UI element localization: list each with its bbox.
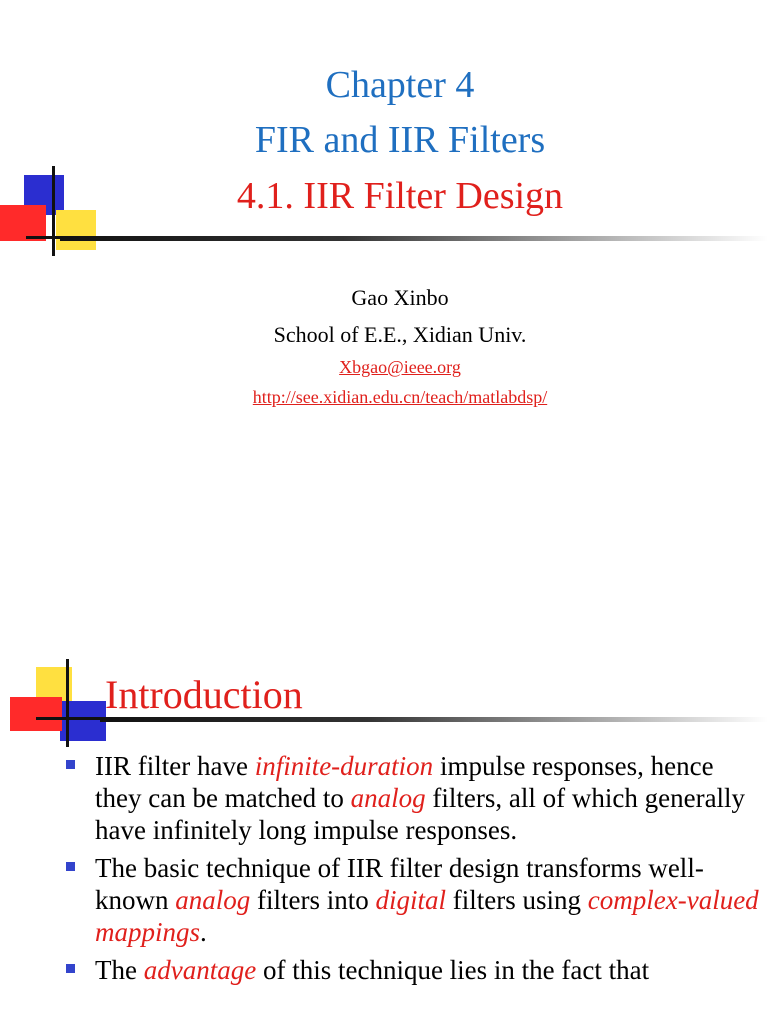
square-bullet-icon [66, 760, 75, 769]
bullet-text: filters using [446, 885, 588, 915]
author-name: Gao Xinbo [351, 285, 449, 310]
bullet-text: filters, all of which generally have infinitely long impulse responses. [95, 783, 746, 845]
introduction-divider [100, 717, 768, 722]
title-divider [60, 236, 768, 241]
author-school: School of E.E., Xidian Univ. [273, 322, 527, 347]
author-email-link[interactable]: Xbgao@ieee.org [339, 357, 461, 377]
bullet-highlight: advantage [143, 955, 257, 985]
bullet-highlight: analog [175, 885, 251, 915]
square-bullet-icon [66, 862, 75, 871]
section-title: 4.1. IIR Filter Design [236, 175, 564, 217]
bullet-item [66, 954, 766, 986]
bullet-text: filters into [250, 885, 376, 915]
bullet-text: The basic technique of IIR filter design transforms well-known [95, 853, 704, 915]
bullet-text: of this technique lies in the fact that [256, 955, 650, 985]
introduction-slide [0, 655, 768, 1024]
bullet-highlight: digital [375, 885, 447, 915]
bullet-list [66, 750, 766, 992]
chapter-title: Chapter 4 [325, 64, 475, 106]
introduction-title: Introduction [105, 672, 303, 717]
bullet-text: The [95, 955, 144, 985]
square-bullet-icon [66, 964, 75, 973]
bullet-item [66, 852, 766, 948]
bullet-item [66, 750, 766, 846]
bullet-text: . [200, 917, 207, 947]
course-url-link[interactable]: http://see.xidian.edu.cn/teach/matlabdsp/ [252, 387, 548, 407]
bullet-highlight: complex-valued mappings [95, 885, 759, 947]
bullet-highlight: analog [350, 783, 426, 813]
chapter-subtitle: FIR and IIR Filters [254, 119, 546, 161]
bullet-text: IIR filter have [95, 751, 255, 781]
bullet-text: impulse responses, hence they can be matched to [95, 751, 714, 813]
bullet-highlight: infinite-duration [254, 751, 434, 781]
